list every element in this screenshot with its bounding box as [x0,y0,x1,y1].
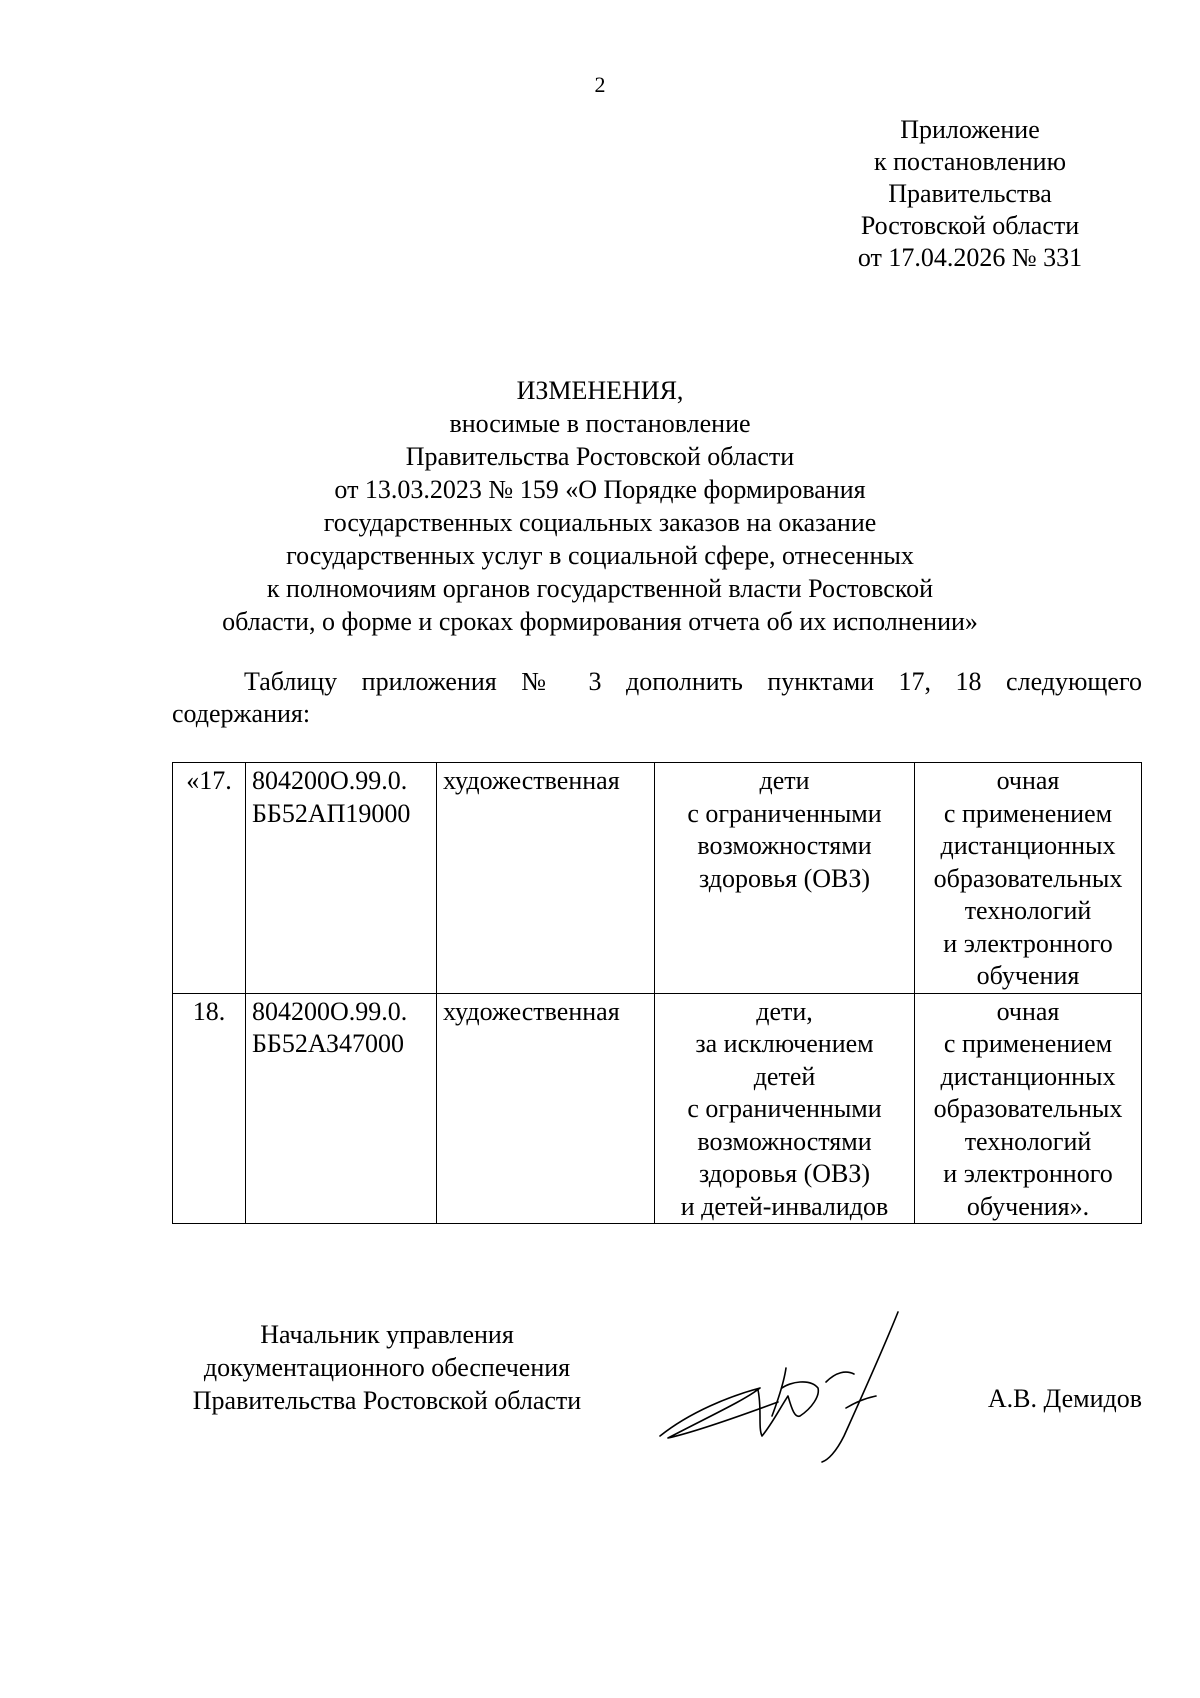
instruction-paragraph [172,666,1142,730]
instruction-line: Таблицу приложения № 3 дополнить пунктами 17, 18 следующего [244,667,1142,696]
appendix-line: Правительства [888,179,1052,208]
table-row [173,993,1142,1224]
appendix-line: Приложение [900,115,1040,144]
title-line: государственных услуг в социальной сфере, отнесенных [286,541,914,570]
direction-cell: художественная [437,993,655,1224]
title-line: Правительства Ростовской области [405,442,795,471]
handwritten-signature [650,1304,950,1464]
signer-position-line: Начальник управления [260,1320,514,1349]
education-form-cell: очная с применением дистанционных образовательных технологий и электронного обучения [915,763,1142,994]
title-heading: ИЗМЕНЕНИЯ, [516,376,684,405]
registry-code-cell: 804200О.99.0. ББ52АЗ47000 [246,993,437,1224]
signer-position [172,1318,602,1417]
appendix-line: Ростовской области [860,211,1080,240]
appendix-block [845,114,1095,274]
category-cell: дети, за исключением детей с ограниченными возможностями здоровья (ОВЗ) и детей-инвалидов [655,993,915,1224]
category-cell: дети с ограниченными возможностями здоровья (ОВЗ) [655,763,915,994]
instruction-line: содержания: [172,699,311,728]
appendix-line: к постановлению [873,147,1067,176]
page-number: 2 [594,72,606,97]
title-line: государственных социальных заказов на оказание [323,508,877,537]
signer-position-line: Правительства Ростовской области [192,1386,582,1415]
title-line: от 13.03.2023 № 159 «О Порядке формирования [334,475,866,504]
direction-cell: художественная [437,763,655,994]
row-number-cell: 18. [173,993,246,1224]
changes-table [172,762,1142,1224]
signer-name: А.В. Демидов [987,1384,1142,1413]
table-row [173,763,1142,994]
appendix-line: от 17.04.2026 № 331 [857,243,1083,272]
title-line: вносимые в постановление [449,409,751,438]
education-form-cell: очная с применением дистанционных образовательных технологий и электронного обучения». [915,993,1142,1224]
title-line: области, о форме и сроках формирования отчета об их исполнении» [222,607,978,636]
title-line: к полномочиям органов государственной власти Ростовской [266,574,934,603]
row-number-cell: «17. [173,763,246,994]
signer-position-line: документационного обеспечения [203,1353,571,1382]
registry-code-cell: 804200О.99.0. ББ52АП19000 [246,763,437,994]
document-title [0,374,1200,638]
